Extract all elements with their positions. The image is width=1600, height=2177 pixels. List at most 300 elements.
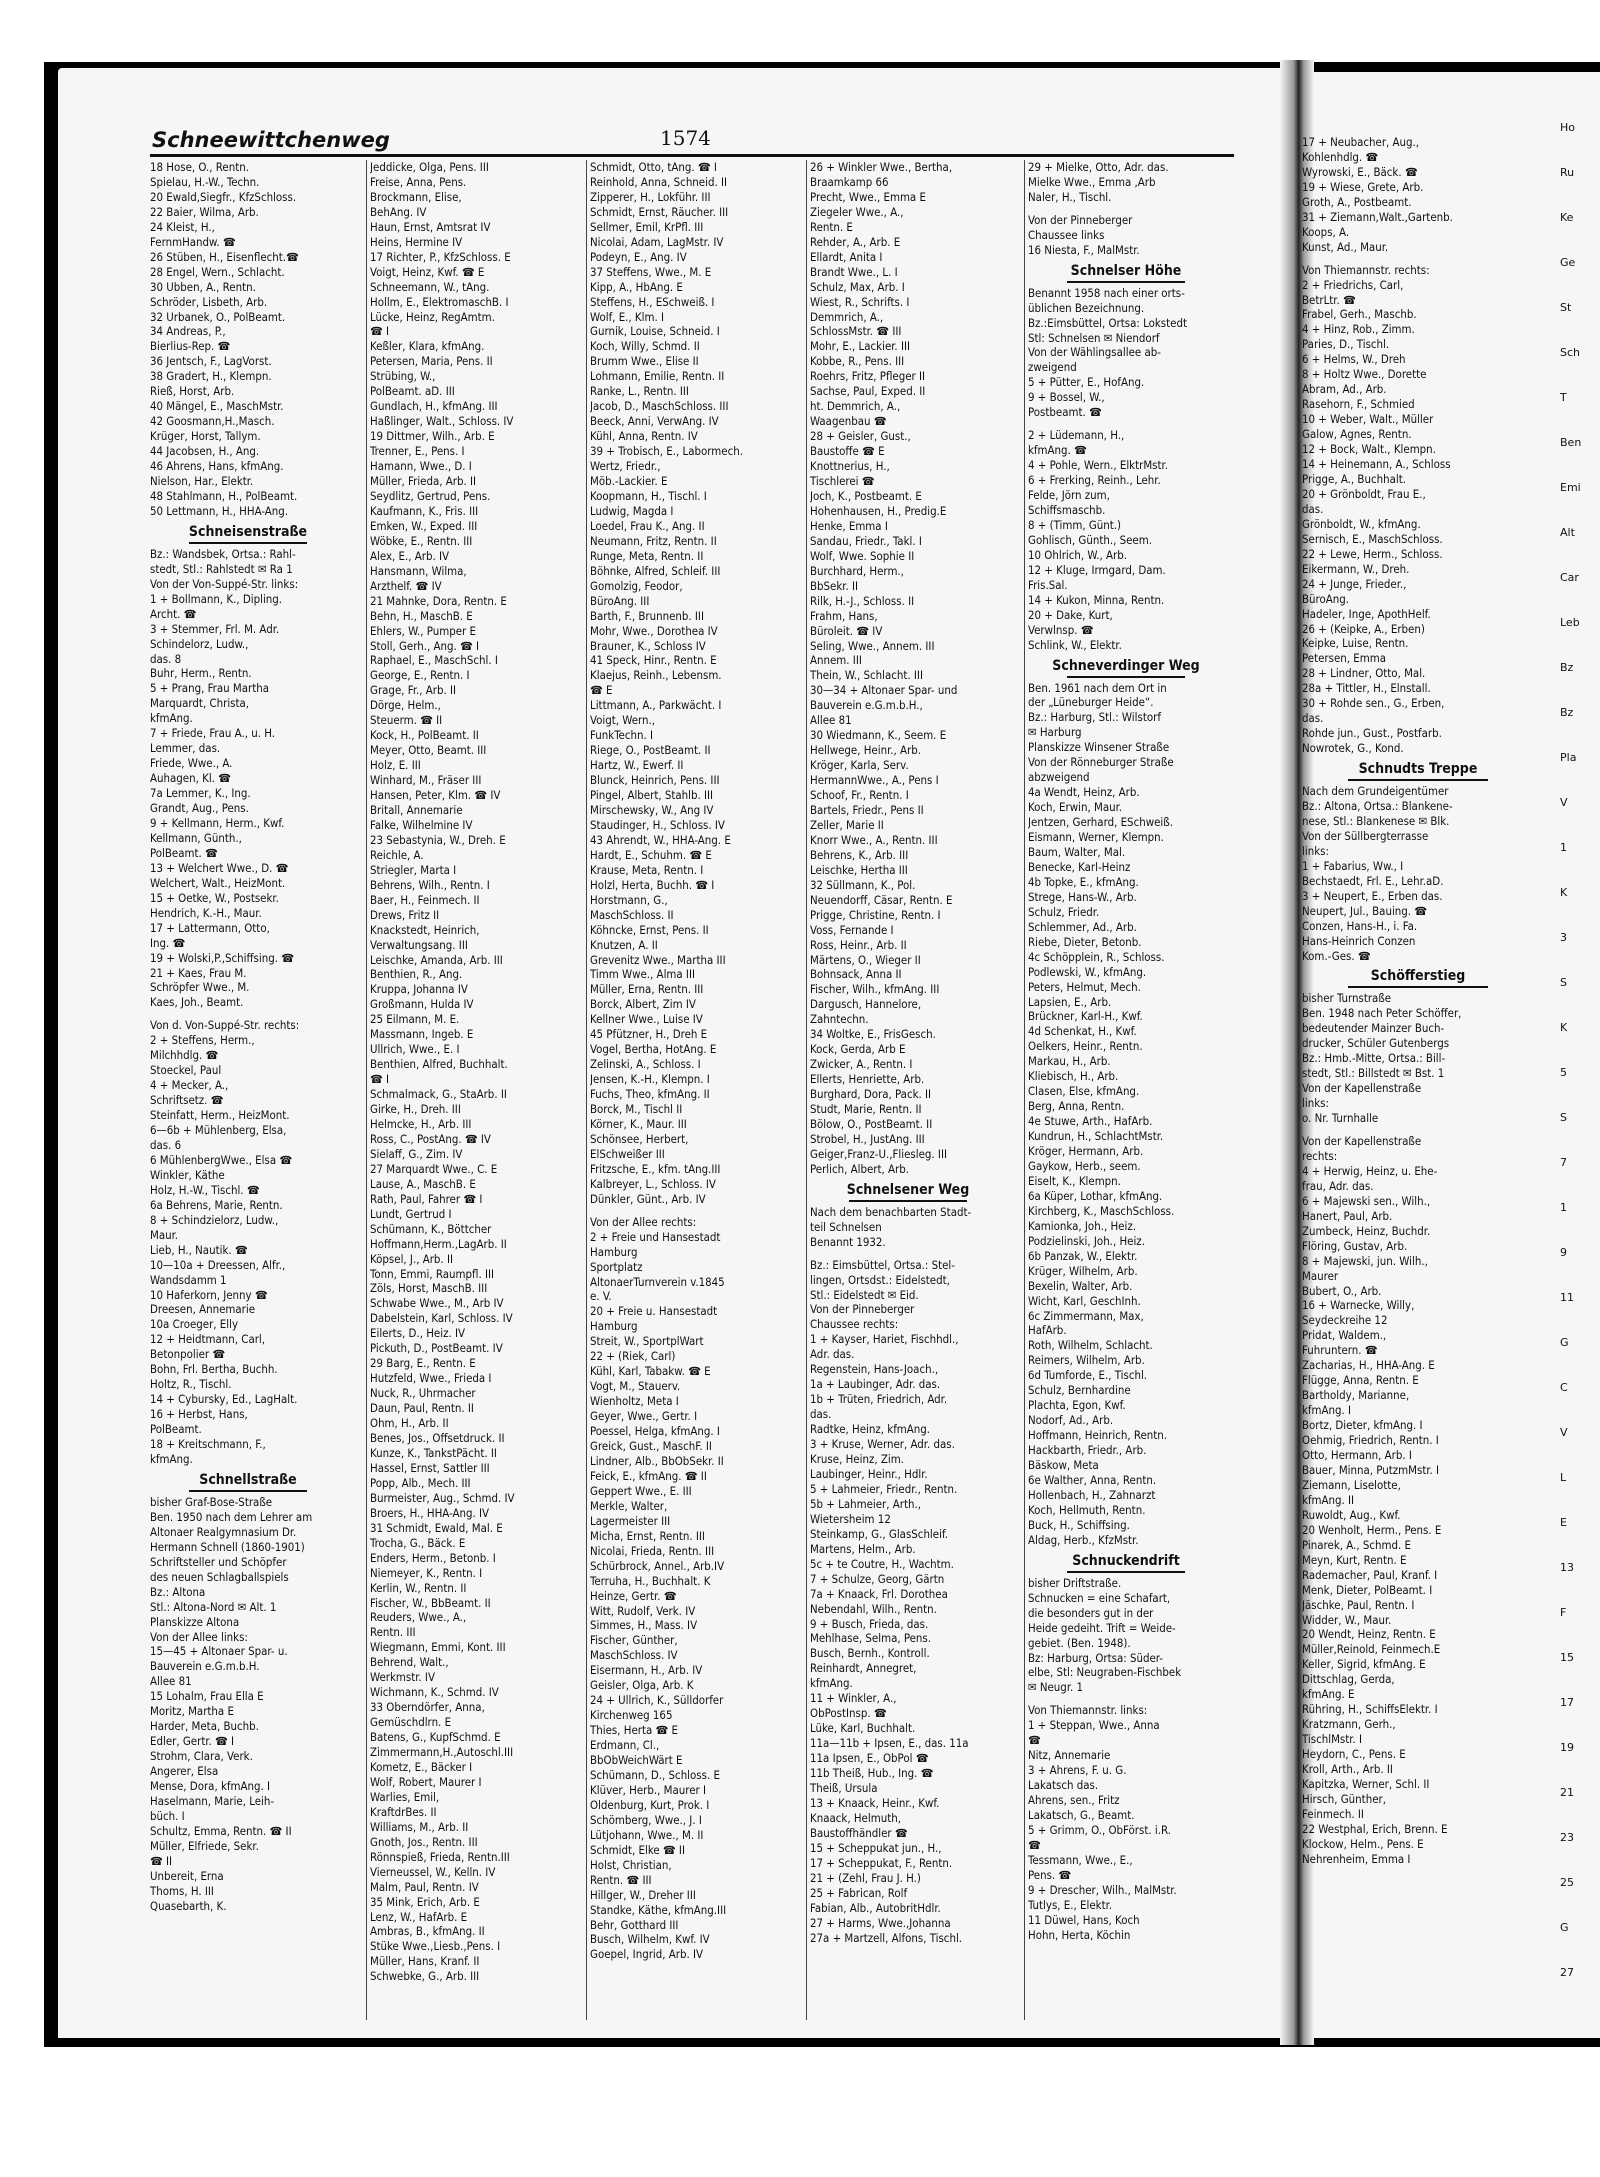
directory-line: Riege, O., PostBeamt. II (590, 743, 711, 758)
directory-line: kfmAng. ☎ (1028, 443, 1087, 458)
directory-line: Aldag, Herb., KfzMstr. (1028, 1532, 1139, 1547)
directory-line: Trenner, E., Pens. I (370, 444, 465, 459)
directory-line: abzweigend (1028, 770, 1090, 785)
directory-line: Werkmstr. IV (370, 1670, 435, 1685)
page-number: 1574 (660, 126, 711, 150)
directory-line: Stl.: Eidelstedt ✉ Eid. (810, 1287, 919, 1302)
cut-off-fragment: V (1560, 1426, 1568, 1439)
directory-line: Mohr, E., Lackier. III (810, 339, 911, 354)
directory-line: Benthien, R., Ang. (370, 967, 463, 982)
directory-line: 35 Mink, Erich, Arb. E (370, 1894, 480, 1909)
directory-line: das. 8 (150, 651, 182, 666)
directory-line: Standke, Käthe, kfmAng.III (590, 1902, 727, 1917)
directory-line: Haselmann, Marie, Leih- (150, 1793, 275, 1808)
directory-line: Prigge, A., Buchhalt. (1302, 471, 1406, 486)
directory-line: Neuendorff, Cäsar, Rentn. E (810, 892, 953, 907)
directory-line: Nowrotek, G., Kond. (1302, 741, 1404, 756)
directory-line: Buhr, Herm., Rentn. (150, 666, 252, 681)
directory-line: kfmAng. II (1302, 1492, 1355, 1507)
directory-column-4 (810, 160, 1006, 2020)
directory-line: Drews, Fritz II (370, 907, 440, 922)
directory-line: Bz.:Eimsbüttel, Ortsa: Lokstedt (1028, 315, 1187, 330)
directory-line: 20 + Freie u. Hansestadt (590, 1304, 718, 1319)
cut-off-fragment: Pla (1560, 751, 1577, 764)
directory-line: 17 Richter, P., KfzSchloss. E (370, 249, 511, 264)
directory-line: Vogel, Bertha, HotAng. E (590, 1042, 717, 1057)
directory-line: Radtke, Heinz, kfmAng. (810, 1422, 931, 1437)
directory-line: BetrLtr. ☎ (1302, 292, 1356, 307)
directory-line: Dittschlag, Gerda, (1302, 1672, 1395, 1687)
directory-line: Borck, Albert, Zim IV (590, 997, 696, 1012)
directory-line: Grage, Fr., Arb. II (370, 683, 457, 698)
directory-line: Pickuth, D., PostBeamt. IV (370, 1341, 503, 1356)
directory-line: Jentzen, Gerhard, ESchweiß. (1028, 815, 1173, 830)
directory-line: Adr. das. (810, 1347, 855, 1362)
directory-line: 7a Lemmer, K., Ing. (150, 786, 251, 801)
directory-line: 7 + Schulze, Georg, Gärtn (810, 1571, 945, 1586)
directory-line: Winhard, M., Fräser III (370, 773, 482, 788)
directory-line: Lundt, Gertrud I (370, 1206, 452, 1221)
directory-line: ✉ Harburg (1028, 725, 1082, 740)
directory-line: 21 + Kaes, Frau M. (150, 965, 247, 980)
directory-line: Demmrich, A., (810, 309, 884, 324)
directory-line: Kühl, Anna, Rentn. IV (590, 429, 698, 444)
directory-line: 4 + Mecker, A., (150, 1078, 229, 1093)
directory-line: Zelinski, A., Schloss. I (590, 1057, 701, 1072)
directory-line: 5c + te Coutre, H., Wachtm. (810, 1556, 954, 1571)
directory-line: Wöbke, E., Rentn. III (370, 533, 473, 548)
directory-line: 48 Stahlmann, H., PolBeamt. (150, 488, 298, 503)
directory-line: Baustoffhändler ☎ (810, 1825, 908, 1840)
directory-line: 18 + Kreitschmann, F., (150, 1437, 266, 1452)
directory-line: Vierneussel, W., Kelln. IV (370, 1864, 496, 1879)
directory-line: Schlink, W., Elektr. (1028, 637, 1122, 652)
spacer (1028, 420, 1224, 428)
directory-line: 38 Gradert, H., Klempn. (150, 369, 272, 384)
cut-off-fragment: 1 (1560, 1201, 1567, 1214)
directory-line: Planskizze Altona (150, 1614, 240, 1629)
directory-line: nese, Stl.: Blankenese ✉ Blk. (1302, 813, 1450, 828)
directory-line: Podlewski, W., kfmAng. (1028, 964, 1147, 979)
directory-line: Popp, Alb., Mech. III (370, 1475, 471, 1490)
directory-line: Oehmig, Friedrich, Rentn. I (1302, 1433, 1439, 1448)
directory-line: Tutlys, E., Elektr. (1028, 1897, 1113, 1912)
far-right-fragments (1560, 120, 1600, 2020)
directory-line: Nitz, Annemarie (1028, 1748, 1111, 1763)
directory-line: kfmAng. (150, 1452, 193, 1467)
cut-off-fragment: T (1560, 391, 1567, 404)
street-heading: Schnelsener Weg (810, 1183, 1006, 1202)
directory-line: Voigt, Heinz, Kwf. ☎ E (370, 264, 485, 279)
directory-line: Schoof, Fr., Rentn. I (810, 788, 909, 803)
directory-line: Holtz, R., Tischl. (150, 1377, 232, 1392)
directory-line: Schulz, Max, Arb. I (810, 279, 905, 294)
directory-line: 10 + Weber, Walt., Müller (1302, 412, 1434, 427)
directory-line: ☎ I (370, 324, 390, 339)
directory-line: Keller, Sigrid, kfmAng. E (1302, 1657, 1426, 1672)
directory-line: BbSekr. II (810, 578, 858, 593)
directory-line: Fischer, Wilh., kfmAng. III (810, 982, 940, 997)
directory-line: Dreesen, Annemarie (150, 1302, 256, 1317)
directory-line: Schürbrock, Annel., Arb.IV (590, 1558, 725, 1573)
directory-line: 5 + Lahmeier, Friedr., Rentn. (810, 1481, 958, 1496)
directory-line: 9 + Busch, Frieda, das. (810, 1616, 929, 1631)
directory-line: 14 + Cybursky, Ed., LagHalt. (150, 1392, 298, 1407)
directory-line: 10a Croeger, Elly (150, 1317, 239, 1332)
directory-line: Hirsch, Günther, (1302, 1791, 1386, 1806)
directory-line: stedt, Stl.: Rahlstedt ✉ Ra 1 (150, 561, 293, 576)
directory-line: Pinarek, A., Schmd. E (1302, 1537, 1411, 1552)
cut-off-fragment: Emi (1560, 481, 1581, 494)
directory-line: teil Schnelsen (810, 1219, 882, 1234)
directory-line: Böhnke, Alfred, Schleif. III (590, 563, 721, 578)
directory-line: 21 + (Zehl, Frau J. H.) (810, 1870, 921, 1885)
cut-off-fragment: V (1560, 796, 1568, 809)
directory-line: Tischlerei ☎ (810, 474, 875, 489)
directory-line: stedt, Stl.: Billstedt ✉ Bst. 1 (1302, 1066, 1445, 1081)
directory-line: drucker, Schüler Gutenbergs (1302, 1036, 1450, 1051)
directory-line: 3 + Kruse, Werner, Adr. das. (810, 1437, 955, 1452)
directory-line: Rentn. ☎ III (590, 1872, 652, 1887)
directory-line: 40 Mängel, E., MaschMstr. (150, 399, 284, 414)
directory-line: Krause, Meta, Rentn. I (590, 862, 704, 877)
directory-line: Littmann, A., Parkwächt. I (590, 698, 722, 713)
directory-line: 2 + Lüdemann, H., (1028, 428, 1125, 443)
directory-line: 11 Düwel, Hans, Koch (1028, 1912, 1140, 1927)
directory-line: Ross, Heinr., Arb. II (810, 937, 907, 952)
directory-line: Schümann, K., Böttcher (370, 1221, 492, 1236)
directory-line: HermannWwe., A., Pens I (810, 773, 939, 788)
directory-line: Behrens, K., Arb. III (810, 847, 909, 862)
directory-line: 20 + Dake, Kurt, (1028, 607, 1113, 622)
directory-line: lingen, Ortsdst.: Eidelstedt, (810, 1272, 950, 1287)
cut-off-fragment: Ben (1560, 436, 1582, 449)
directory-line: kfmAng. I (1302, 1403, 1352, 1418)
directory-line: Hans-Heinrich Conzen (1302, 933, 1416, 948)
directory-line: Kirchenweg 165 (590, 1708, 673, 1723)
street-heading: Schnelser Höhe (1028, 264, 1224, 283)
directory-line: Arzthelf. ☎ IV (370, 578, 442, 593)
directory-line: 34 Woltke, E., FrisGesch. (810, 1027, 936, 1042)
directory-line: Lakatsch, G., Beamt. (1028, 1808, 1135, 1823)
directory-line: 25 Eilmann, M. E. (370, 1012, 460, 1027)
directory-line: elbe, Stl: Neugraben-Fischbek (1028, 1665, 1182, 1680)
directory-line: Tessmann, Wwe., E., (1028, 1852, 1133, 1867)
directory-line: Maurer (1302, 1268, 1339, 1283)
directory-line: BbObWeichWärt E (590, 1753, 683, 1768)
directory-line: Burchhard, Herm., (810, 563, 904, 578)
directory-line: 5b + Lahmeier, Arth., (810, 1496, 922, 1511)
directory-line: 5 + Prang, Frau Martha (150, 681, 270, 696)
spacer (1028, 1695, 1224, 1703)
directory-line: Laubinger, Heinr., Hdlr. (810, 1466, 928, 1481)
directory-line: Brockmann, Elise, (370, 189, 462, 204)
directory-line: 36 Jentsch, F., LagVorst. (150, 354, 272, 369)
directory-line: Leischke, Amanda, Arb. III (370, 952, 503, 967)
directory-line: Hollenbach, H., Zahnarzt (1028, 1487, 1156, 1502)
directory-line: Benannt 1958 nach einer orts- (1028, 285, 1185, 300)
directory-line: Podzielinski, Joh., Heiz. (1028, 1233, 1145, 1248)
directory-line: Holzl, Herta, Buchh. ☎ I (590, 877, 715, 892)
directory-line: Roehrs, Fritz, Pfleger II (810, 369, 926, 384)
directory-line: Von der Allee links: (150, 1629, 248, 1644)
directory-line: ht. Demmrich, A., (810, 399, 901, 414)
directory-line: 4a Wendt, Heinz, Arb. (1028, 785, 1140, 800)
directory-line: Stoeckel, Paul (150, 1063, 222, 1078)
directory-line: Rentn. III (370, 1625, 416, 1640)
directory-line: Brandt Wwe., L. I (810, 264, 898, 279)
directory-line: Kom.-Ges. ☎ (1302, 948, 1371, 963)
directory-line: Von der Süllbergterrasse (1302, 828, 1429, 843)
directory-line: Clasen, Else, kfmAng. (1028, 1084, 1140, 1099)
directory-line: Hansmann, Wilma, (370, 563, 467, 578)
directory-line: Schriftsteller und Schöpfer (150, 1554, 287, 1569)
directory-line: Studt, Marie, Rentn. II (810, 1102, 922, 1117)
directory-line: Postbeamt. ☎ (1028, 405, 1102, 420)
spacer (810, 1250, 1006, 1258)
directory-line: Broers, H., HHA-Ang. IV (370, 1505, 490, 1520)
directory-line: Krüger, Wilhelm, Arb. (1028, 1263, 1138, 1278)
directory-line: 26 + Winkler Wwe., Bertha, (810, 160, 953, 174)
directory-line: Ranke, L., Rentn. III (590, 384, 689, 399)
directory-line: Körner, K., Maur. III (590, 1117, 687, 1131)
directory-line: Seling, Wwe., Annem. III (810, 638, 935, 653)
directory-line: Thein, W., Schlacht. III (810, 668, 923, 683)
directory-line: Ohm, H., Arb. II (370, 1416, 449, 1431)
directory-line: Voss, Fernande I (810, 922, 894, 937)
directory-line: Benannt 1932. (810, 1234, 886, 1249)
directory-line: Bechstaedt, Frl. E., Lehr.aD. (1302, 873, 1444, 888)
street-heading: Schnellstraße (150, 1473, 346, 1492)
directory-line: Kellmann, Günth., (150, 830, 242, 845)
directory-line: Strege, Hans-W., Arb. (1028, 889, 1137, 904)
directory-line: bisher Driftstraße. (1028, 1575, 1122, 1590)
directory-line: 26 + (Keipke, A., Erben) (1302, 621, 1425, 636)
directory-line: 6b Panzak, W., Elektr. (1028, 1248, 1138, 1263)
header-rule (150, 154, 1234, 157)
directory-line: Loedel, Frau K., Ang. II (590, 518, 705, 533)
directory-line: 3 + Ahrens, F. u. G. (1028, 1763, 1127, 1778)
directory-line: Greick, Gust., MaschF. II (590, 1439, 712, 1454)
directory-line: Reinhold, Anna, Schneid. II (590, 174, 728, 189)
directory-line: 17 + Lattermann, Otto, (150, 920, 270, 935)
directory-line: Bierlius-Rep. ☎ (150, 339, 231, 354)
directory-line: Schmidt, Ernst, Räucher. III (590, 204, 729, 219)
directory-line: 1 + Bollmann, K., Dipling. (150, 591, 283, 606)
directory-line: 4e Stuwe, Arth., HafArb. (1028, 1114, 1153, 1129)
directory-line: 28a + Tittler, H., Elnstall. (1302, 681, 1431, 696)
directory-line: Peters, Helmut, Mech. (1028, 979, 1141, 994)
directory-line: Rieß, Horst, Arb. (150, 384, 235, 399)
directory-line: Kühl, Karl, Tabakw. ☎ E (590, 1364, 711, 1379)
directory-line: 4 + Herwig, Heinz, u. Ehe- (1302, 1163, 1438, 1178)
directory-line: Wicht, Karl, GeschInh. (1028, 1293, 1141, 1308)
directory-line: Wandsdamm 1 (150, 1272, 227, 1287)
directory-line: Vogt, M., Stauerv. (590, 1379, 681, 1394)
directory-line: Waagenbau ☎ (810, 414, 887, 429)
directory-line: Knorr Wwe., A., Rentn. III (810, 832, 938, 847)
directory-line: 12 + Bock, Walt., Klempn. (1302, 442, 1436, 457)
directory-line: 7 + Friede, Frau A., u. H. (150, 726, 276, 741)
directory-line: HafArb. (1028, 1323, 1067, 1338)
directory-line: 25 + Fabrican, Rolf (810, 1885, 908, 1900)
directory-line: 11b Theiß, Hub., Ing. ☎ (810, 1766, 934, 1781)
directory-line: Wolf, E., Klm. I (590, 309, 665, 324)
directory-line: Hohenhausen, H., Predig.E (810, 503, 947, 518)
directory-line: 1 + Kayser, Hariet, Fischhdl., (810, 1332, 959, 1347)
directory-line: 2 + Friedrichs, Carl, (1302, 277, 1404, 292)
directory-line: 10 Ohlrich, W., Arb. (1028, 547, 1127, 562)
directory-line: TischlMstr. I (1302, 1732, 1362, 1747)
directory-line: Knaack, Helmuth, (810, 1810, 901, 1825)
directory-line: Witt, Rudolf, Verk. IV (590, 1603, 696, 1618)
directory-line: Bauverein e.G.m.b.H. (150, 1659, 260, 1674)
directory-line: 6 + Majewski sen., Wilh., (1302, 1193, 1431, 1208)
cut-off-fragment: Ru (1560, 166, 1575, 179)
spacer (1302, 1126, 1534, 1134)
directory-line: Hanert, Paul, Arb. (1302, 1208, 1393, 1223)
directory-line: ☎ I (370, 1072, 390, 1087)
directory-line: Gaykow, Herb., seem. (1028, 1159, 1141, 1173)
directory-line: AltonaerTurnverein v.1845 (590, 1274, 725, 1289)
directory-line: Geiger,Franz-U.,Fliesleg. III (810, 1146, 947, 1161)
directory-line: Braamkamp 66 (810, 174, 889, 189)
right-page-column (1302, 135, 1534, 2015)
directory-line: Koch, Hellmuth, Rentn. (1028, 1502, 1146, 1517)
directory-line: 4c Schöpplein, R., Schloss. (1028, 949, 1165, 964)
directory-line: 15—45 + Altonaer Spar- u. (150, 1644, 288, 1659)
directory-line: PolBeamt. ☎ (150, 845, 218, 860)
directory-line: Koopmann, H., Tischl. I (590, 488, 707, 503)
directory-line: Müller, Erna, Rentn. III (590, 982, 704, 997)
directory-line: Koch, Erwin, Maur. (1028, 800, 1123, 815)
directory-line: Lieb, H., Nautik. ☎ (150, 1242, 248, 1257)
directory-line: Märtens, O., Wieger II (810, 952, 921, 967)
directory-line: Behn, H., MaschB. E (370, 608, 473, 623)
street-heading: Schneisenstraße (150, 525, 346, 544)
directory-line: 45 Pfützner, H., Dreh E (590, 1027, 708, 1042)
directory-line: Geyer, Wwe., Gertr. I (590, 1409, 698, 1424)
directory-line: Bortz, Dieter, kfmAng. I (1302, 1418, 1423, 1433)
directory-line: Lagermeister III (590, 1513, 671, 1528)
directory-line: 6e Walther, Anna, Rentn. (1028, 1473, 1157, 1488)
directory-line: Haun, Ernst, Amtsrat IV (370, 219, 491, 234)
directory-line: Schönsee, Herbert, (590, 1131, 689, 1146)
directory-line: Ambras, B., kfmAng. II (370, 1924, 485, 1939)
directory-line: Ross, C., PostAng. ☎ IV (370, 1131, 491, 1146)
directory-line: Kipp, A., HbAng. E (590, 279, 683, 294)
directory-line: 17 + Scheppukat, F., Rentn. (810, 1855, 953, 1870)
directory-line: Verwaltungsang. III (370, 937, 468, 952)
directory-line: 46 Ahrens, Hans, kfmAng. (150, 459, 284, 474)
directory-line: Ing. ☎ (150, 935, 186, 950)
directory-line: Bz.: Wandsbek, Ortsa.: Rahl- (150, 546, 296, 561)
cut-off-fragment: 1 (1560, 841, 1567, 854)
spacer (590, 1207, 786, 1215)
directory-line: 8 + Schindzielorz, Ludw., (150, 1212, 279, 1227)
directory-line: 28 + Geisler, Gust., (810, 429, 911, 444)
directory-line: Milchhdlg. ☎ (150, 1048, 219, 1063)
directory-line: 6d Tumforde, E., Tischl. (1028, 1368, 1148, 1383)
directory-line: Sernisch, E., MaschSchloss. (1302, 531, 1443, 546)
directory-line: Flügge, Anna, Rentn. E (1302, 1373, 1419, 1388)
directory-line: zweigend (1028, 360, 1077, 375)
directory-line: Kellner Wwe., Luise IV (590, 1012, 703, 1027)
cut-off-fragment: G (1560, 1336, 1569, 1349)
directory-line: die besonders gut in der (1028, 1605, 1154, 1620)
directory-line: Groth, A., Postbeamt. (1302, 194, 1412, 209)
cut-off-fragment: Car (1560, 571, 1579, 584)
directory-line: Massmann, Ingeb. E (370, 1027, 474, 1042)
directory-line: Voigt, Wern., (590, 713, 656, 728)
directory-line: Oelkers, Heinr., Rentn. (1028, 1039, 1143, 1054)
directory-line: das. (810, 1407, 832, 1422)
directory-line: Britall, Annemarie (370, 802, 463, 817)
directory-line: 14 + Heinemann, A., Schloss (1302, 457, 1451, 472)
cut-off-fragment: G (1560, 1921, 1569, 1934)
directory-line: 43 Ahrendt, W., HHA-Ang. E (590, 832, 731, 847)
directory-line: Kliebisch, H., Arb. (1028, 1069, 1119, 1084)
directory-line: Von der Kapellenstraße (1302, 1134, 1422, 1148)
directory-line: 4d Schenkat, H., Kwf. (1028, 1024, 1137, 1039)
directory-line: Edler, Gertr. ☎ I (150, 1734, 235, 1749)
directory-line: Kruse, Heinz, Zim. (810, 1452, 904, 1467)
directory-line: Schröder, Lisbeth, Arb. (150, 294, 268, 309)
directory-line: Mirschewsky, W., Ang IV (590, 802, 714, 817)
directory-line: 15 Lohalm, Frau Ella E (150, 1689, 264, 1704)
directory-line: Marquardt, Christa, (150, 696, 250, 711)
cut-off-fragment: Bz (1560, 661, 1574, 674)
directory-line: Thoms, H. III (150, 1883, 214, 1898)
directory-line: Mielke Wwe., Emma ,Arb (1028, 174, 1156, 189)
cut-off-fragment: 13 (1560, 1561, 1574, 1574)
directory-line: Behrens, Wilh., Rentn. I (370, 877, 490, 892)
directory-line: Heinze, Gertr. ☎ (590, 1588, 677, 1603)
directory-line: Hoffmann,Herm.,LagArb. II (370, 1236, 507, 1251)
directory-line: 16 + Warnecke, Willy, (1302, 1298, 1415, 1313)
directory-line: Eisermann, H., Arb. IV (590, 1663, 703, 1678)
directory-line: das. (1302, 501, 1324, 516)
directory-line: Petersen, Maria, Pens. II (370, 354, 493, 369)
directory-line: 2 + Freie und Hansestadt (590, 1229, 721, 1244)
directory-line: Strobel, H., JustAng. III (810, 1131, 925, 1146)
directory-line: Klaejus, Reinh., Lebensm. (590, 668, 722, 683)
directory-line: Jäschke, Paul, Rentn. I (1302, 1597, 1415, 1612)
directory-line: ☎ (1028, 1733, 1041, 1748)
directory-line: Mohr, Wwe., Dorothea IV (590, 623, 718, 638)
directory-line: SchlossMstr. ☎ III (810, 324, 902, 339)
directory-line: Nach dem benachbarten Stadt- (810, 1204, 972, 1219)
directory-line: Stl: Schnelsen ✉ Niendorf (1028, 330, 1160, 345)
directory-line: Archt. ☎ (150, 606, 197, 621)
directory-line: Ellardt, Anita I (810, 249, 883, 264)
cut-off-fragment: 23 (1560, 1831, 1574, 1844)
directory-line: 28 Engel, Wern., Schlacht. (150, 264, 285, 279)
directory-line: Ullrich, Wwe., E. I (370, 1042, 460, 1057)
directory-line: Daun, Paul, Rentn. II (370, 1401, 474, 1416)
directory-line: 8 + Holtz Wwe., Dorette (1302, 367, 1427, 382)
cut-off-fragment: S (1560, 976, 1567, 989)
directory-line: Borck, M., Tischl II (590, 1102, 683, 1117)
directory-line: 6—6b + Mühlenberg, Elsa, (150, 1123, 287, 1138)
directory-line: Steffens, H., ESchweiß. I (590, 294, 715, 309)
directory-line: Falke, Wilhelmine IV (370, 817, 473, 832)
directory-line: Pingel, Albert, Stahlb. III (590, 788, 714, 803)
directory-line: Hollm, E., ElektromaschB. I (370, 294, 509, 309)
directory-line: Ziegeler Wwe., A., (810, 204, 904, 219)
directory-line: Joch, K., Postbeamt. E (810, 488, 922, 503)
directory-line: 6a Behrens, Marie, Rentn. (150, 1197, 283, 1212)
